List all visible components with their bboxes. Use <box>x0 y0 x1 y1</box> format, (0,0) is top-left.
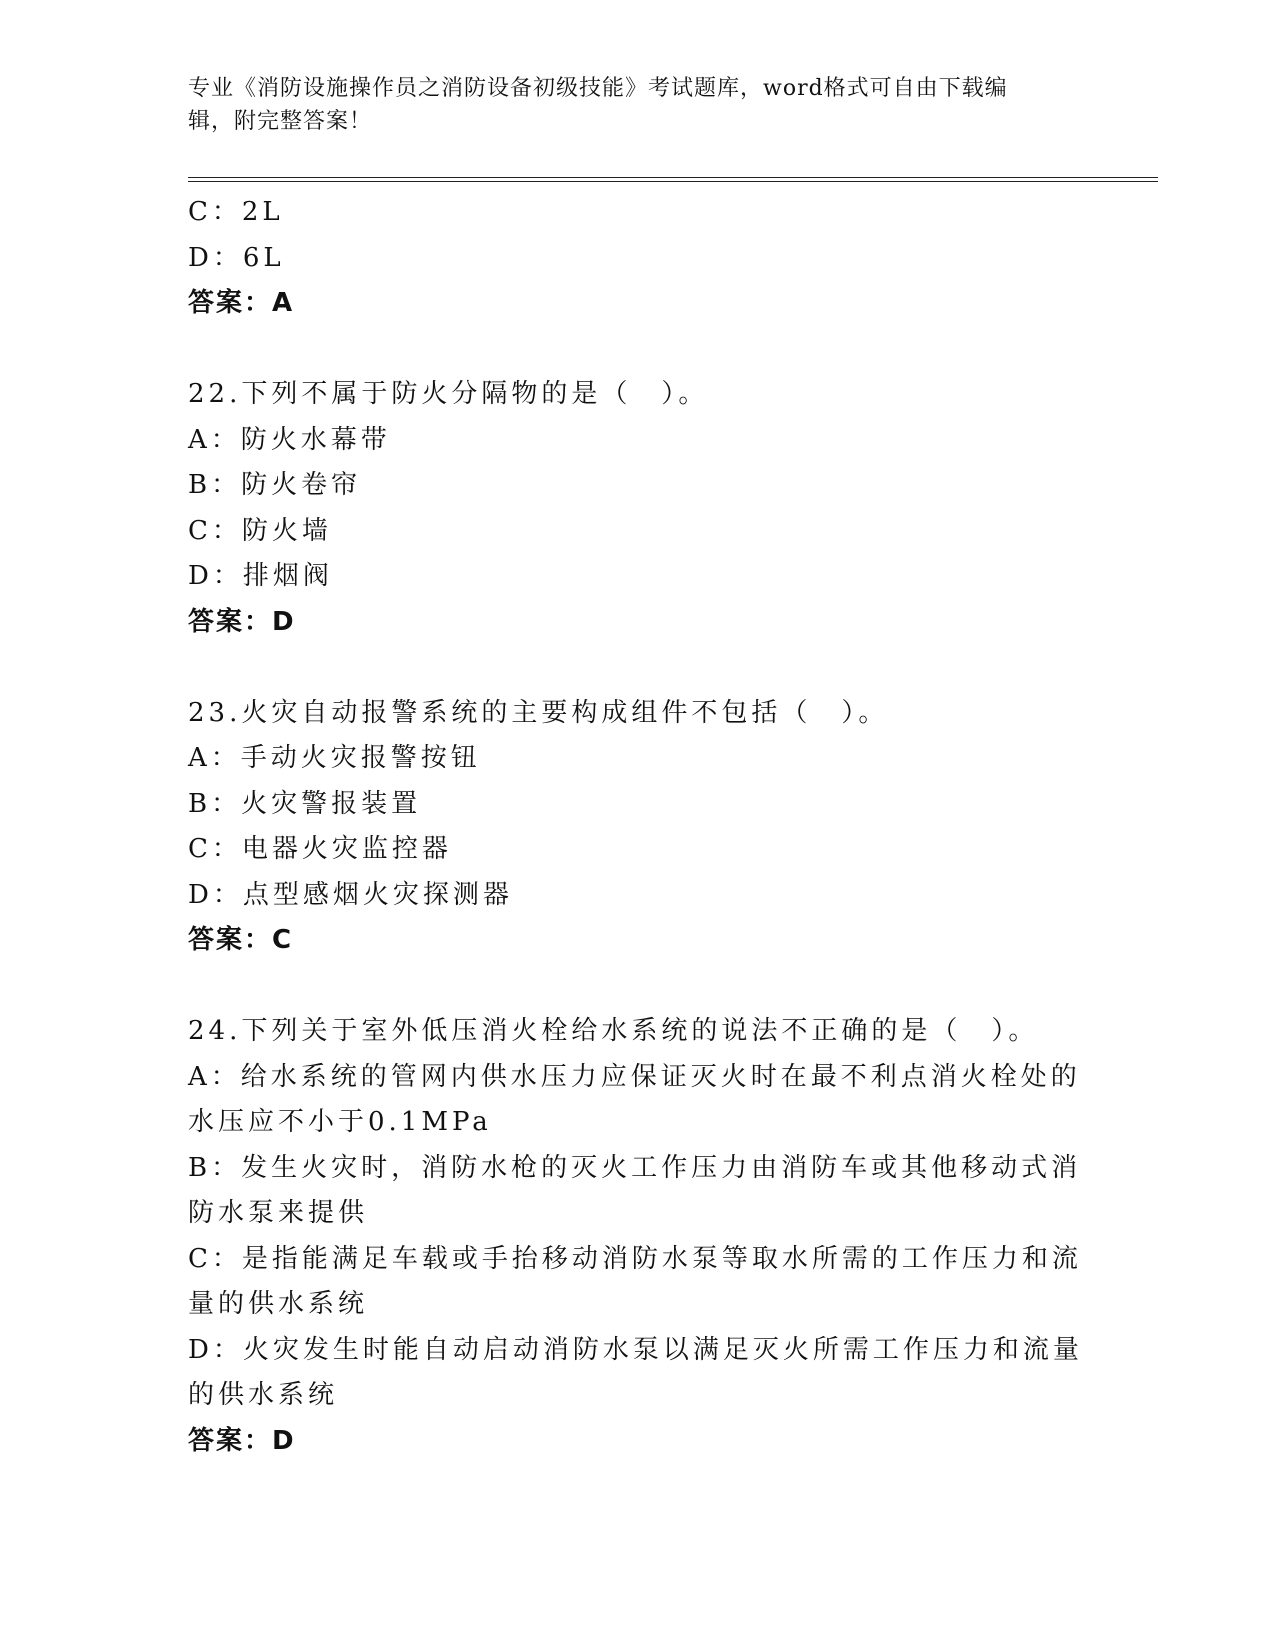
option-c: C：2L <box>188 197 284 227</box>
document-header <box>188 72 1068 138</box>
spacer <box>188 645 1088 691</box>
option-b: B：防火卷帘 <box>188 470 362 500</box>
question-24 <box>188 1009 1088 1464</box>
spacer <box>188 327 1088 373</box>
option-c: C：防火墙 <box>188 515 332 546</box>
option-d: D：点型感烟火灾探测器 <box>188 879 513 910</box>
option-a: A：手动火灾报警按钮 <box>188 743 481 773</box>
header-title-line-1: 专业《消防设施操作员之消防设备初级技能》考试题库，word格式可自由下载编 <box>188 76 1008 101</box>
header-title-line-2: 辑，附完整答案！ <box>188 109 373 134</box>
document-body <box>188 190 1088 1464</box>
question-stem: 24.下列关于室外低压消火栓给水系统的说法不正确的是（ ）。 <box>188 1016 1039 1046</box>
option-d: D：排烟阀 <box>188 561 333 591</box>
option-c: C：电器火灾监控器 <box>188 834 452 864</box>
option-c: C：是指能满足车载或手抬移动消防水泵等取水所需的工作压力和流量的供水系统 <box>188 1243 1082 1319</box>
option-b: B：发生火灾时，消防水枪的灭火工作压力由消防车或其他移动式消防水泵来提供 <box>188 1152 1082 1228</box>
option-d: D：火灾发生时能自动启动消防水泵以满足灭火所需工作压力和流量的供水系统 <box>188 1334 1083 1410</box>
header-divider <box>188 177 1158 182</box>
option-b: B：火灾警报装置 <box>188 788 422 819</box>
question-23 <box>188 691 1088 964</box>
question-stem: 22.下列不属于防火分隔物的是（ ）。 <box>188 379 709 409</box>
answer-line: 答案：D <box>188 606 296 637</box>
question-21-tail <box>188 190 1088 327</box>
answer-line: 答案：D <box>188 1425 296 1456</box>
question-stem: 23.火灾自动报警系统的主要构成组件不包括（ ）。 <box>188 697 889 728</box>
spacer <box>188 964 1088 1010</box>
option-a: A：防火水幕带 <box>188 424 391 455</box>
option-d: D：6L <box>188 242 285 273</box>
option-a: A：给水系统的管网内供水压力应保证灭火时在最不利点消火栓处的水压应不小于0.1MPa <box>188 1061 1081 1137</box>
question-22 <box>188 372 1088 645</box>
answer-line: 答案：A <box>188 288 295 318</box>
answer-line: 答案：C <box>188 925 294 955</box>
